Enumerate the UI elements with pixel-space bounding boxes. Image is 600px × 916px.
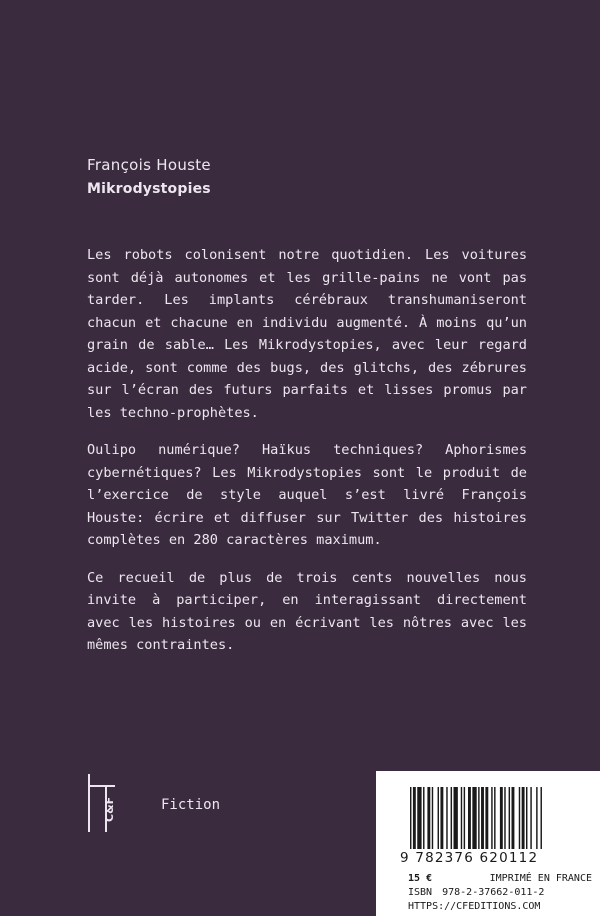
barcode-bar: [530, 787, 531, 849]
barcode-bar: [494, 787, 495, 849]
barcode-bar: [432, 787, 433, 849]
barcode-bar: [427, 787, 430, 849]
barcode-digits: 9 782376 620112: [400, 850, 539, 866]
collection-name: Fiction: [161, 797, 221, 813]
barcode-bar: [491, 787, 492, 849]
barcode-bar: [423, 787, 424, 849]
barcode-bar: [440, 787, 443, 849]
price: 15 €: [408, 873, 433, 884]
barcode-panel: [376, 771, 600, 916]
barcode-bar: [464, 787, 465, 849]
barcode-bar: [472, 787, 476, 849]
barcode-bar: [417, 787, 421, 849]
book-title: Mikrodystopies: [87, 181, 211, 197]
printed-in: IMPRIMÉ EN FRANCE: [489, 873, 592, 884]
barcode-bars: [410, 787, 590, 849]
barcode-bar: [461, 787, 462, 849]
barcode-bar: [541, 787, 542, 849]
barcode-bar: [451, 787, 452, 849]
blurb-paragraph-3: Ce recueil de plus de trois cents nouvelles nous invite à participer, en interagissant directement avec les histoires ou en écrivant les nôtres avec les mêmes contraintes.: [87, 569, 527, 653]
publisher-logo: [87, 772, 139, 834]
barcode-bar: [500, 787, 503, 849]
publisher-logo-text: C&F: [103, 796, 116, 822]
barcode-bar: [410, 787, 411, 849]
barcode-bar: [468, 787, 471, 849]
isbn-label: ISBN: [408, 887, 433, 898]
blurb-paragraph-1: Les robots colonisent notre quotidien. Les voitures sont déjà autonomes et les grille-pains ne vont pas tarder. Les implants cérébraux transhumaniseront chacun et chacune en individu augmenté. À moins qu’un grain de sable… Les Mikrodystopies, avec leur regard acide, sont comme des bugs, des glitchs, des zébrures sur l’écran des futurs parfaits et lisses promus par les techno-prophètes.: [87, 247, 527, 421]
barcode-bar: [536, 787, 537, 849]
barcode-bar: [413, 787, 416, 849]
blurb-paragraph-2: Oulipo numérique? Haïkus techniques? Aphorismes cybernétiques? Les Mikrodystopies sont le produit de l’exercice de style auquel s’est livré François Houste: écrire et diffuser sur Twitter des histoires complètes en 280 caractères maximum.: [87, 442, 527, 548]
barcode-bar: [512, 787, 515, 849]
barcode-bar: [438, 787, 439, 849]
barcode-bar: [485, 787, 488, 849]
barcode-bar: [481, 787, 484, 849]
barcode-info: [408, 872, 592, 914]
isbn-value: 978-2-37662-011-2: [442, 887, 545, 898]
barcode-bar: [522, 787, 525, 849]
author-name: François Houste: [87, 156, 211, 174]
back-cover-blurb: [87, 244, 527, 672]
website: HTTPS://CFEDITIONS.COM: [408, 901, 541, 912]
barcode-bar: [454, 787, 458, 849]
publisher-logo-icon: [87, 772, 139, 834]
barcode-bar: [446, 787, 447, 849]
barcode-bar: [509, 787, 510, 849]
barcode-bar: [519, 787, 520, 849]
barcode-bar: [504, 787, 505, 849]
barcode-bar: [526, 787, 527, 849]
barcode-bar: [478, 787, 479, 849]
